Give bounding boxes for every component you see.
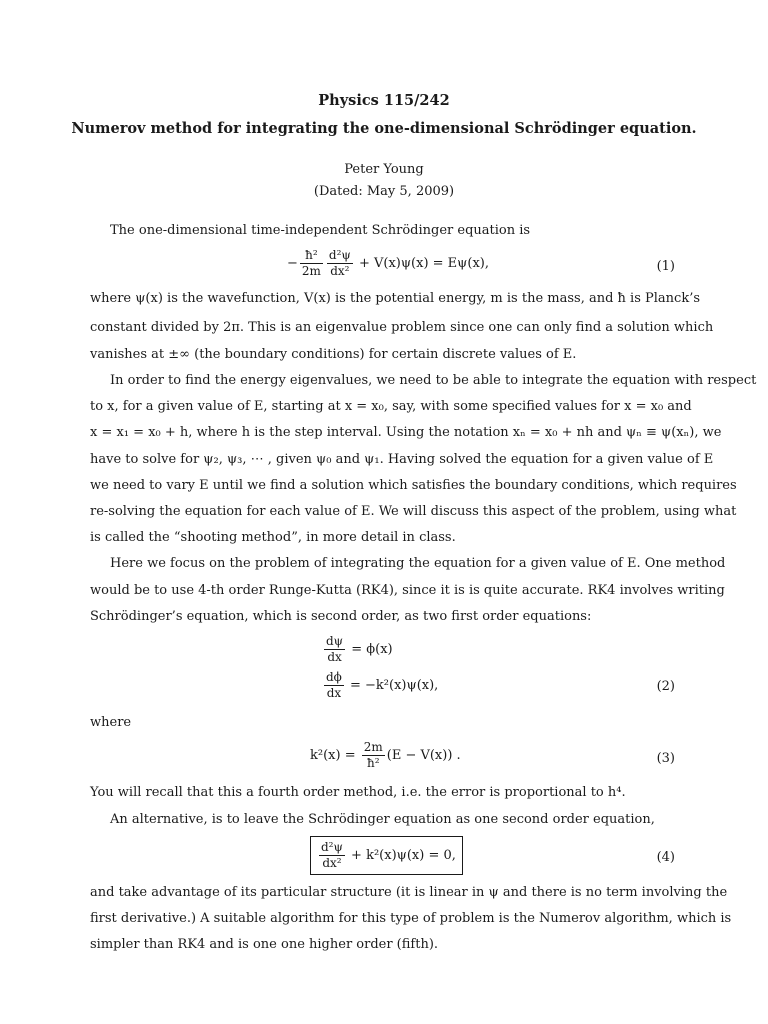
eq3-fraction — [362, 740, 385, 771]
eq2a-denominator: dx — [324, 649, 345, 665]
eq2b-denominator: dx — [324, 685, 344, 701]
paragraph-2-line-3: vanishes at ±∞ (the boundary conditions) for certain discrete values of E. — [90, 347, 577, 362]
equation-2a — [322, 634, 393, 665]
paragraph-2-line-2: constant divided by 2π. This is an eigenvalue problem since one can only find a solution which — [90, 320, 714, 335]
equation-1 — [287, 248, 489, 279]
equation-3-number: (3) — [656, 751, 675, 766]
paragraph-3-line-3: x = x₁ = x₀ + h, where h is the step interval. Using the notation xₙ = x₀ + nh and ψₙ ≡ ψ(xₙ), we — [90, 425, 722, 440]
eq2a-rhs: = ϕ(x) — [351, 642, 393, 657]
equation-4-number: (4) — [656, 850, 675, 865]
eq3-denominator: ħ² — [362, 755, 385, 771]
paragraph-4-line-2: would be to use 4-th order Runge-Kutta (RK4), since it is is quite accurate. RK4 involves writing — [90, 583, 725, 598]
equation-4 — [310, 836, 463, 875]
eq1-fraction-deriv — [327, 248, 353, 279]
eq4-fraction — [319, 840, 345, 871]
eq3-rest: (E − V(x)) . — [386, 748, 461, 763]
paragraph-7-line-3: simpler than RK4 and is one one higher order (fifth). — [90, 937, 439, 952]
where-text: where — [90, 715, 132, 730]
eq1-frac2-numerator: d²ψ — [328, 248, 351, 262]
eq3-lhs: k²(x) = — [310, 748, 356, 763]
eq1-rest: + V(x)ψ(x) = Eψ(x), — [358, 256, 489, 271]
eq1-minus: − — [287, 256, 298, 271]
paragraph-6: An alternative, is to leave the Schrödinger equation as one second order equation, — [110, 812, 655, 827]
eq1-frac1-denominator: 2m — [301, 264, 321, 278]
paragraph-3-line-1: In order to find the energy eigenvalues, we need to be able to integrate the equation with respect — [110, 373, 757, 388]
paragraph-3-line-2: to x, for a given value of E, starting at x = x₀, say, with some specified values for x = x₀ and — [90, 399, 692, 414]
paragraph-4-line-3: Schrödinger’s equation, which is second order, as two first order equations: — [90, 609, 592, 624]
paragraph-7-line-1: and take advantage of its particular structure (it is linear in ψ and there is no term involving the — [90, 885, 728, 900]
course-heading: Physics 115/242 — [318, 92, 450, 109]
eq4-numerator: d²ψ — [321, 840, 343, 854]
eq2b-numerator: dϕ — [326, 670, 342, 684]
author-name: Peter Young — [344, 162, 424, 177]
paragraph-3-line-5: we need to vary E until we find a solution which satisfies the boundary conditions, which requires — [90, 478, 737, 493]
eq4-rest: + k²(x)ψ(x) = 0, — [351, 848, 456, 863]
equation-3 — [310, 740, 461, 771]
eq4-denominator: dx² — [319, 855, 345, 871]
eq2a-numerator: dψ — [326, 634, 344, 648]
paragraph-3-line-7: is called the “shooting method”, in more detail in class. — [90, 530, 456, 545]
paragraph-intro: The one-dimensional time-independent Schrödinger equation is — [110, 223, 531, 238]
paragraph-3-line-6: re-solving the equation for each value of E. We will discuss this aspect of the problem, using what — [90, 504, 737, 519]
paragraph-4-line-1: Here we focus on the problem of integrating the equation for a given value of E. One method — [110, 556, 726, 571]
eq2a-fraction — [324, 634, 345, 665]
eq4-box — [310, 836, 463, 875]
equation-1-number: (1) — [656, 259, 675, 274]
eq1-fraction-hbar — [300, 248, 323, 279]
paper-title: Numerov method for integrating the one-dimensional Schrödinger equation. — [71, 120, 697, 137]
paragraph-7-line-2: first derivative.) A suitable algorithm for this type of problem is the Numerov algorithm, which is — [90, 911, 732, 926]
date-line: (Dated: May 5, 2009) — [313, 184, 455, 199]
eq2b-fraction — [324, 670, 344, 701]
eq2b-rhs: = −k²(x)ψ(x), — [350, 678, 439, 693]
paragraph-5: You will recall that this a fourth order method, i.e. the error is proportional to h⁴. — [90, 785, 626, 800]
eq1-frac2-denominator: dx² — [327, 263, 353, 279]
paragraph-2-line-1: where ψ(x) is the wavefunction, V(x) is the potential energy, m is the mass, and ħ is Planck’s — [90, 291, 700, 306]
equation-2b — [322, 670, 438, 701]
eq3-numerator: 2m — [363, 740, 383, 754]
equation-2-number: (2) — [656, 679, 675, 694]
eq1-frac1-numerator: ħ² — [305, 248, 318, 262]
paragraph-3-line-4: have to solve for ψ₂, ψ₃, ⋯ , given ψ₀ and ψ₁. Having solved the equation for a given value of E — [90, 452, 714, 467]
